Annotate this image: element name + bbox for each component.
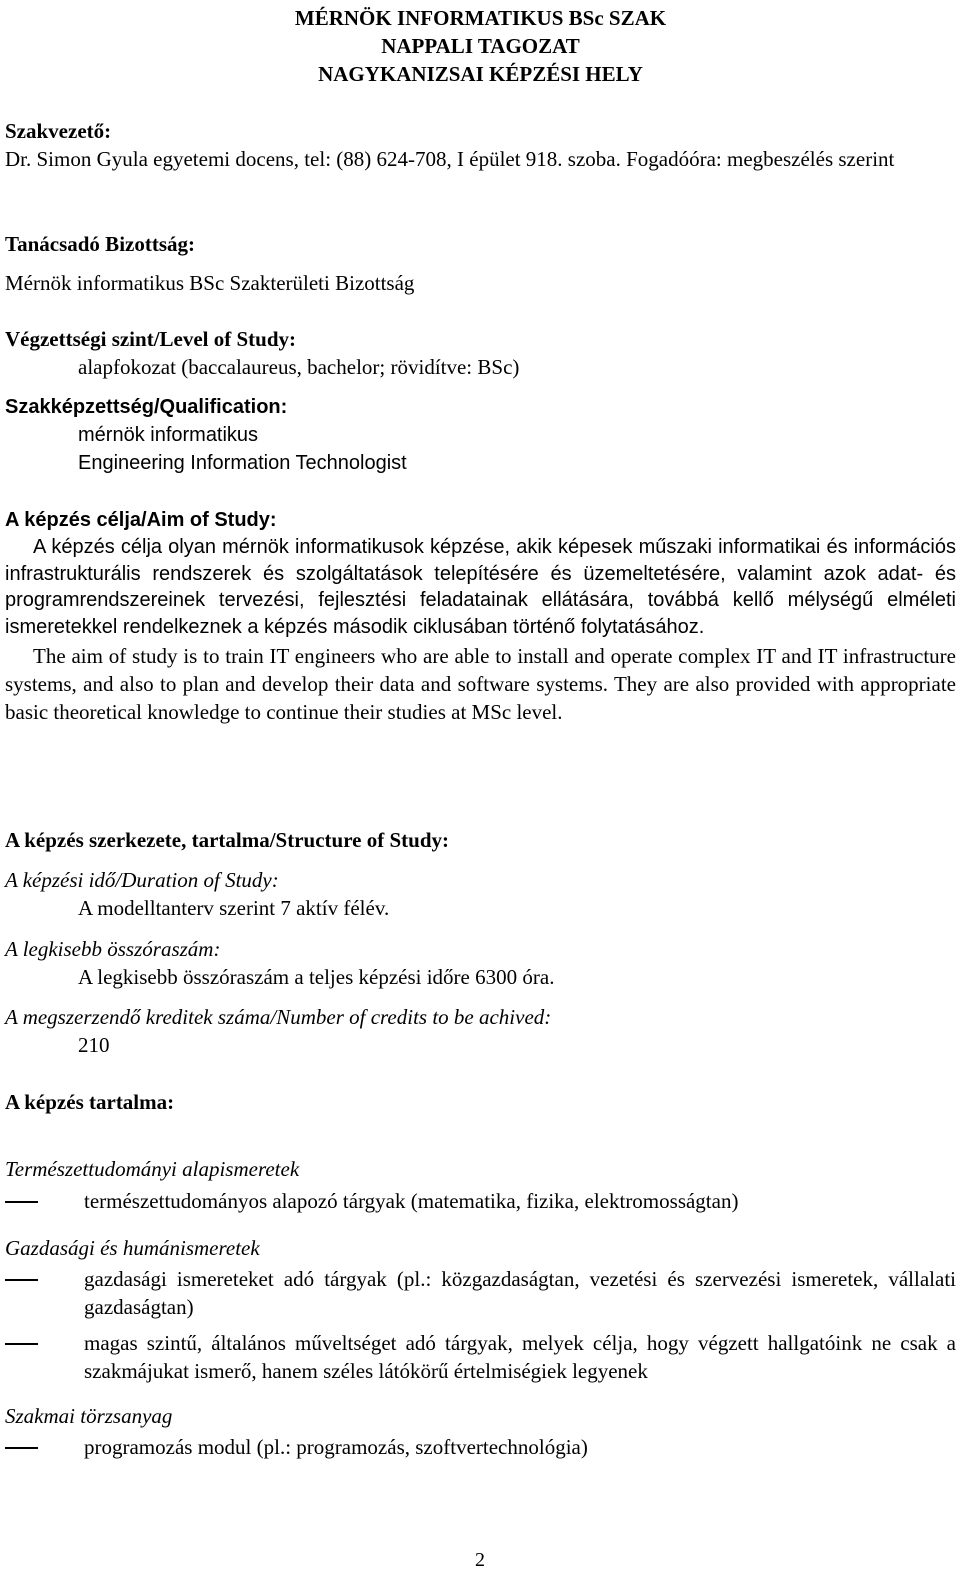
title-line-2: NAPPALI TAGOZAT: [381, 34, 580, 58]
aim-text-en: The aim of study is to train IT engineers who are able to install and operate complex IT and IT infrastructure systems, and also to plan and develop their data and software systems. They are also provided with appropriate basic theoretical knowledge to continue their studies at MSc level.: [5, 644, 956, 725]
content-section: [5, 1088, 956, 1116]
structure-label: A képzés szerkezete, tartalma/Structure of Study:: [5, 828, 450, 852]
qualification-hu: mérnök informatikus: [78, 424, 259, 446]
document-page: [5, 0, 956, 1459]
structure-section: [5, 826, 956, 854]
content-group: [5, 1155, 956, 1215]
aim-label: A képzés célja/Aim of Study:: [5, 509, 277, 531]
level-label: Végzettségi szint/Level of Study:: [5, 327, 297, 351]
content-group-title: Szakmai törzsanyag: [5, 1404, 173, 1428]
head-of-programme-section: [5, 117, 956, 173]
list-item-text: magas szintű, általános műveltséget adó tárgyak, melyek célja, hogy végzett hallgatóink ne csak a szakmájukat ismerő, hanem széles látókörű értelmiségiek legyenek: [84, 1331, 956, 1383]
aim-text-hu: A képzés célja olyan mérnök informatikusok képzése, akik képesek műszaki informatikai és információs infrastrukturális rendszerek és szolgáltatások telepítésére és üzemeltetésére, valamint azok adat- és programrendszereinek tervezési, fejlesztési feladatainak ellátására, továbbá kellő mélységű elméleti ismeretekkel rendelkeznek a képzés második ciklusában történő folytatásához.: [5, 536, 956, 638]
list-item: [5, 1187, 956, 1215]
content-group-title: Természettudományi alapismeretek: [5, 1157, 300, 1181]
head-of-programme-label: Szakvezető:: [5, 119, 112, 143]
qualification-section: [5, 393, 956, 477]
content-group: [5, 1234, 956, 1385]
duration-text: A modelltanterv szerint 7 aktív félév.: [78, 896, 390, 920]
head-of-programme-text: Dr. Simon Gyula egyetemi docens, tel: (88) 624-708, I épület 918. szoba. Fogadóóra: megbeszélés szerint: [5, 147, 895, 171]
list-item: [5, 1265, 956, 1321]
qualification-label: Szakképzettség/Qualification:: [5, 396, 288, 418]
advisory-board-label: Tanácsadó Bizottság:: [5, 232, 195, 256]
title-line-3: NAGYKANIZSAI KÉPZÉSI HELY: [318, 62, 643, 86]
list-item-text: természettudományos alapozó tárgyak (matematika, fizika, elektromosságtan): [84, 1189, 739, 1213]
level-section: [5, 325, 956, 381]
credits-block: [5, 1003, 956, 1059]
advisory-board-section: [5, 230, 956, 258]
hours-label: A legkisebb összóraszám:: [5, 937, 221, 961]
hours-block: [5, 935, 956, 991]
duration-block: [5, 866, 956, 922]
credits-label: A megszerzendő kreditek száma/Number of credits to be achived:: [5, 1005, 552, 1029]
title-line-1: MÉRNÖK INFORMATIKUS BSc SZAK: [294, 6, 667, 30]
content-label: A képzés tartalma:: [5, 1090, 175, 1114]
content-group: [5, 1402, 956, 1461]
list-item: [5, 1329, 956, 1385]
credits-value: 210: [78, 1033, 110, 1057]
hours-text: A legkisebb összóraszám a teljes képzési időre 6300 óra.: [78, 965, 555, 989]
content-group-title: Gazdasági és humánismeretek: [5, 1236, 260, 1260]
aim-section: [5, 506, 956, 726]
list-item-text: gazdasági ismereteket adó tárgyak (pl.: közgazdaságtan, vezetési és szervezési ismeretek, vállalati gazdaságtan): [84, 1267, 956, 1319]
level-text: alapfokozat (baccalaureus, bachelor; rövidítve: BSc): [78, 355, 520, 379]
advisory-board-body: [5, 269, 956, 297]
document-title: [5, 4, 956, 88]
advisory-board-text: Mérnök informatikus BSc Szakterületi Bizottság: [5, 271, 415, 295]
list-item: [5, 1433, 956, 1461]
page-number: 2: [475, 1549, 485, 1571]
qualification-en: Engineering Information Technologist: [78, 452, 407, 474]
duration-label: A képzési idő/Duration of Study:: [5, 868, 279, 892]
list-item-text: programozás modul (pl.: programozás, szoftvertechnológia): [84, 1435, 588, 1459]
